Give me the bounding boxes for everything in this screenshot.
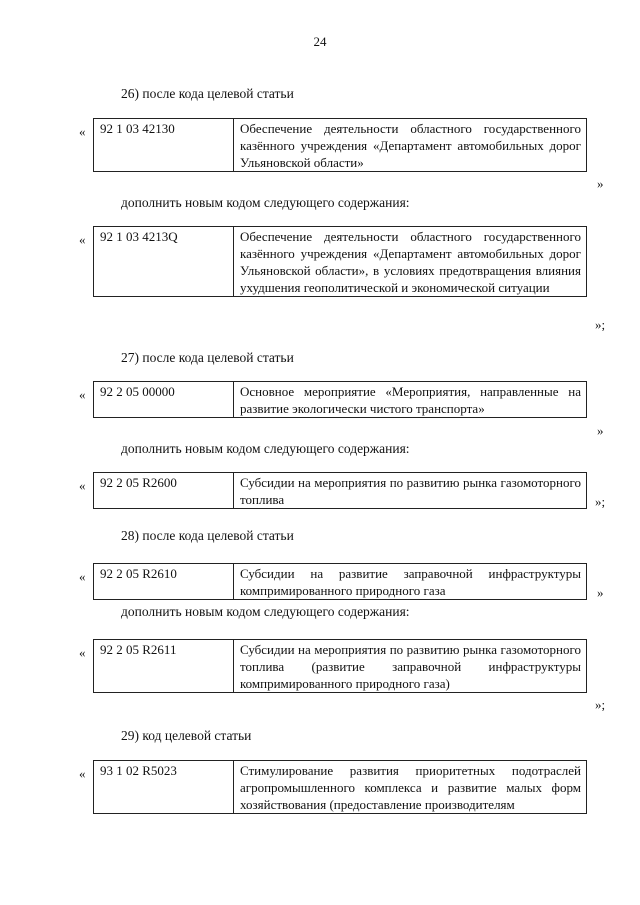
code-table-29 — [93, 760, 587, 814]
code-table-27 — [93, 381, 587, 418]
new-code-table-26 — [93, 226, 587, 297]
code-cell: 92 2 05 00000 — [94, 382, 234, 418]
page-number: 24 — [313, 34, 327, 49]
table-row — [94, 640, 587, 693]
new-code-table-27 — [93, 472, 587, 509]
description-cell: Стимулирование развития приоритетных подотраслей агропромышленного комплекса и развитие малых форм хозяйствования (предоставление производителям — [234, 761, 587, 814]
section-heading-29: 29) код целевой статьи — [121, 728, 252, 743]
code-table-26 — [93, 118, 587, 172]
table-row — [94, 564, 587, 600]
close-quote: » — [597, 585, 604, 600]
section-heading-26: 26) после кода целевой статьи — [121, 86, 294, 101]
description-cell: Субсидии на развитие заправочной инфраструктуры компримированного природного газа — [234, 564, 587, 600]
code-cell: 92 1 03 4213Q — [94, 227, 234, 297]
code-cell: 92 2 05 R2611 — [94, 640, 234, 693]
code-cell: 93 1 02 R5023 — [94, 761, 234, 814]
section-heading-27: 27) после кода целевой статьи — [121, 350, 294, 365]
table-row — [94, 382, 587, 418]
description-cell: Обеспечение деятельности областного государственного казённого учреждения «Департамент автомобильных дорог Ульяновской области», в условиях предотвращения влияния ухудшения геополитической и экономической ситуации — [234, 227, 587, 297]
add-code-phrase: дополнить новым кодом следующего содержания: — [121, 195, 410, 210]
close-quote: » — [597, 423, 604, 438]
description-cell: Обеспечение деятельности областного государственного казённого учреждения «Департамент автомобильных дорог Ульяновской области» — [234, 119, 587, 172]
description-cell: Субсидии на мероприятия по развитию рынка газомоторного топлива — [234, 473, 587, 509]
open-quote: « — [79, 569, 86, 584]
open-quote: « — [79, 124, 86, 139]
section-heading-28: 28) после кода целевой статьи — [121, 528, 294, 543]
description-cell: Основное мероприятие «Мероприятия, направленные на развитие экологически чистого транспорта» — [234, 382, 587, 418]
table-row — [94, 473, 587, 509]
description-cell: Субсидии на мероприятия по развитию рынка газомоторного топлива (развитие заправочной инфраструктуры компримированного природного газа) — [234, 640, 587, 693]
open-quote: « — [79, 478, 86, 493]
table-row — [94, 227, 587, 297]
close-quote: » — [597, 176, 604, 191]
close-quote-semicolon: »; — [595, 317, 606, 332]
add-code-phrase: дополнить новым кодом следующего содержания: — [121, 441, 410, 456]
code-cell: 92 2 05 R2600 — [94, 473, 234, 509]
code-cell: 92 2 05 R2610 — [94, 564, 234, 600]
table-row — [94, 761, 587, 814]
code-table-28 — [93, 563, 587, 600]
open-quote: « — [79, 645, 86, 660]
add-code-phrase: дополнить новым кодом следующего содержания: — [121, 604, 410, 619]
code-cell: 92 1 03 42130 — [94, 119, 234, 172]
table-row — [94, 119, 587, 172]
new-code-table-28 — [93, 639, 587, 693]
close-quote-semicolon: »; — [595, 494, 606, 509]
close-quote-semicolon: »; — [595, 697, 606, 712]
open-quote: « — [79, 766, 86, 781]
open-quote: « — [79, 232, 86, 247]
open-quote: « — [79, 387, 86, 402]
